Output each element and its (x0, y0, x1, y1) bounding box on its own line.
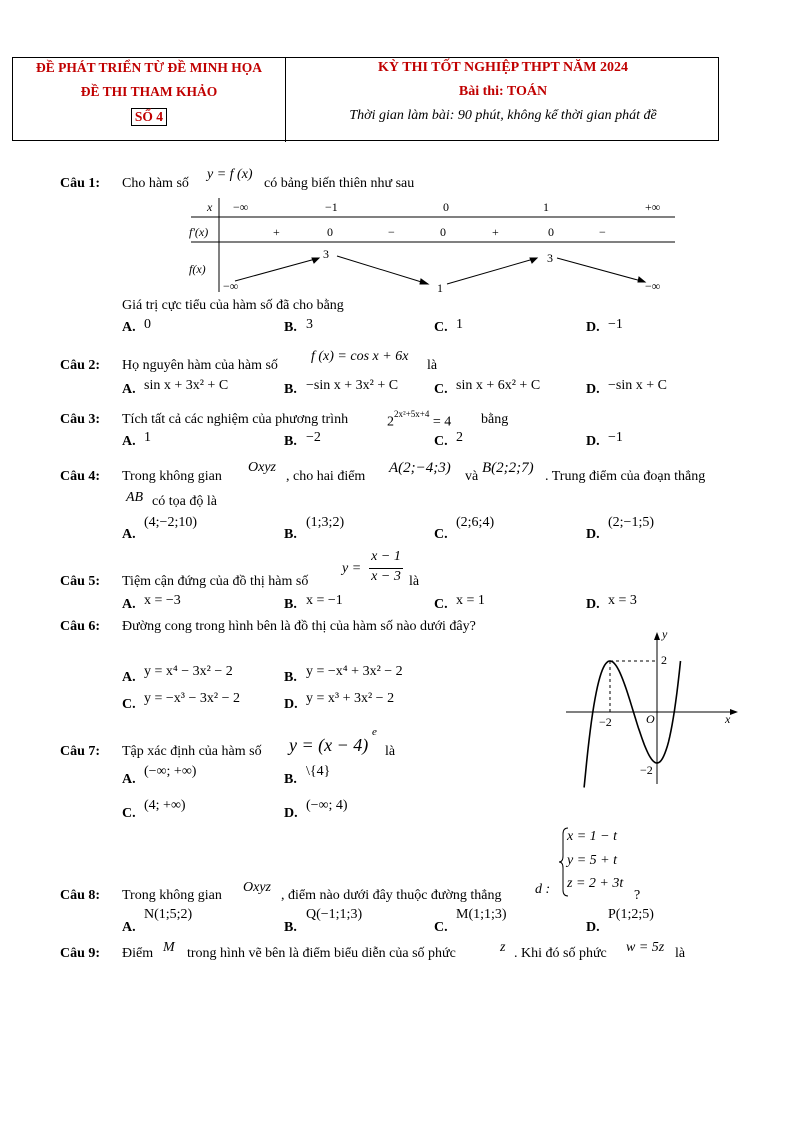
fp-value: − (599, 225, 606, 239)
question-stem: Trong không gian (122, 469, 222, 484)
option-value: (1;3;2) (306, 515, 345, 530)
option-letter: B. (284, 597, 297, 612)
question-stem: Điểm (122, 946, 154, 961)
question-math: w = 5z (626, 940, 665, 955)
system-eq-3: z = 2 + 3t (567, 876, 624, 891)
option-value: x = −1 (306, 593, 343, 608)
x-value: −∞ (233, 200, 249, 214)
option-letter: D. (586, 434, 600, 449)
fraction-denominator: x − 3 (371, 569, 401, 584)
y-tick-top: 2 (661, 653, 667, 667)
question-math: f (x) = cos x + 6x (311, 349, 409, 364)
question-stem: trong hình vẽ bên là điểm biểu diễn của số phức (187, 946, 456, 961)
option-value: −sin x + C (608, 378, 667, 393)
option-letter: D. (284, 806, 298, 821)
fp-value: 0 (548, 225, 554, 239)
exponent: e (372, 726, 377, 738)
question-stem: Đường cong trong hình bên là đồ thị của hàm số nào dưới đây? (122, 619, 476, 634)
x-values (233, 200, 660, 214)
option-value: x = 3 (608, 593, 637, 608)
header-left (13, 58, 285, 126)
question-label: Câu 3: (60, 412, 101, 427)
x-value: +∞ (645, 200, 661, 214)
option-letter: B. (284, 920, 297, 935)
fp-value: − (388, 225, 395, 239)
option-letter: B. (284, 527, 297, 542)
x-value: 0 (443, 200, 449, 214)
question-math: Oxyz (243, 880, 271, 895)
option-letter: C. (434, 527, 448, 542)
axis-x-label: x (725, 712, 731, 726)
question-stem: , điểm nào dưới đây thuộc đường thẳng (281, 888, 502, 903)
fraction-numerator: x − 1 (371, 549, 401, 564)
option-letter: C. (434, 320, 448, 335)
option-letter: D. (586, 597, 600, 612)
function-graph (562, 628, 742, 788)
question-label: Câu 8: (60, 888, 101, 903)
option-letter: B. (284, 772, 297, 787)
question-label: Câu 9: (60, 946, 101, 961)
question-label: Câu 4: (60, 469, 101, 484)
option-letter: A. (122, 670, 136, 685)
question-stem: Cho hàm số (122, 176, 189, 191)
option-letter: D. (586, 920, 600, 935)
f-values (223, 247, 660, 295)
option-letter: A. (122, 597, 136, 612)
option-value: x = 1 (456, 593, 485, 608)
option-value: y = x³ + 3x² − 2 (306, 691, 395, 706)
option-letter: A. (122, 382, 136, 397)
question-stem: là (427, 358, 438, 373)
question-stem: là (409, 574, 420, 589)
question-stem: Tiệm cận đứng của đồ thị hàm số (122, 574, 309, 589)
option-value: sin x + 6x² + C (456, 378, 541, 393)
fp-value: + (492, 225, 499, 239)
question-math: Oxyz (248, 460, 276, 475)
question-label: Câu 7: (60, 744, 101, 759)
option-value: −1 (608, 317, 623, 332)
question-stem: Họ nguyên hàm của hàm số (122, 358, 278, 373)
y-tick-bottom: −2 (640, 763, 653, 777)
option-value: y = −x³ − 3x² − 2 (144, 691, 240, 706)
question-stem: có bảng biến thiên như sau (264, 176, 415, 191)
option-value: 0 (144, 317, 151, 332)
option-value: (4; +∞) (144, 798, 186, 813)
question-stem: , cho hai điểm (286, 469, 366, 484)
exam-duration: Thời gian làm bài: 90 phút, không kể thời gian phát đề (349, 108, 657, 123)
option-letter: B. (284, 320, 297, 335)
question-math: y = f (x) (207, 167, 253, 182)
option-value: (−∞; +∞) (144, 764, 197, 779)
option-value: y = −x⁴ + 3x² − 2 (306, 664, 403, 679)
question-mark: ? (634, 888, 641, 903)
f-value: 3 (547, 251, 553, 265)
option-letter: C. (122, 697, 136, 712)
option-letter: D. (586, 382, 600, 397)
question-stem: Trong không gian (122, 888, 222, 903)
exam-subject: Bài thi: TOÁN (458, 84, 548, 99)
variation-table (185, 196, 685, 296)
question-math: z (500, 940, 506, 955)
option-value: 1 (144, 430, 151, 445)
option-value: \{4} (306, 764, 331, 779)
exam-header (12, 57, 719, 141)
fp-value: 0 (327, 225, 333, 239)
question-stem: là (385, 744, 396, 759)
row-fp-label: f'(x) (189, 225, 209, 239)
question-label: Câu 5: (60, 574, 101, 589)
question-stem: là (675, 946, 686, 961)
option-value: M(1;1;3) (456, 907, 507, 922)
option-value: sin x + 3x² + C (144, 378, 229, 393)
question-stem: . Khi đó số phức (514, 946, 607, 961)
option-value: N(1;5;2) (144, 907, 193, 922)
option-value: y = x⁴ − 3x² − 2 (144, 664, 233, 679)
option-letter: A. (122, 320, 136, 335)
variation-arrows (235, 256, 645, 284)
option-letter: C. (434, 920, 448, 935)
line-name: d : (535, 882, 551, 897)
question-label: Câu 6: (60, 619, 101, 634)
row-x-label: x (207, 200, 213, 214)
question-stem: bằng (481, 412, 509, 427)
option-value: (2;−1;5) (608, 515, 654, 530)
question-label: Câu 2: (60, 358, 101, 373)
exam-number-badge: SỐ 4 (131, 108, 167, 126)
f-value: 3 (323, 247, 329, 261)
question-prompt: Giá trị cực tiểu của hàm số đã cho bằng (122, 298, 344, 313)
option-letter: D. (586, 320, 600, 335)
option-value: (4;−2;10) (144, 515, 197, 530)
f-value: 1 (437, 281, 443, 295)
system-eq-1: x = 1 − t (567, 829, 617, 844)
option-value: −1 (608, 430, 623, 445)
option-value: −sin x + 3x² + C (306, 378, 399, 393)
row-f-label: f(x) (189, 262, 206, 276)
question-math: y = (x − 4) (289, 735, 369, 755)
origin-label: O (646, 712, 655, 726)
question-stem: . Trung điểm của đoạn thẳng (545, 469, 706, 484)
f-value: −∞ (223, 279, 239, 293)
option-letter: C. (434, 434, 448, 449)
question-stem: Tập xác định của hàm số (122, 744, 262, 759)
option-value: 1 (456, 317, 463, 332)
option-letter: A. (122, 527, 136, 542)
option-letter: C. (434, 382, 448, 397)
option-letter: C. (122, 806, 136, 821)
fraction-lhs: y = (342, 561, 362, 576)
option-letter: D. (586, 527, 600, 542)
point-a: A(2;−4;3) (389, 460, 451, 476)
option-letter: D. (284, 697, 298, 712)
f-value: −∞ (645, 279, 661, 293)
option-value: −2 (306, 430, 321, 445)
system-eq-2: y = 5 + t (567, 853, 617, 868)
header-title-reference: ĐỀ THI THAM KHẢO (80, 84, 218, 99)
option-value: x = −3 (144, 593, 181, 608)
option-letter: B. (284, 670, 297, 685)
point-b: B(2;2;7) (482, 460, 534, 476)
option-letter: A. (122, 434, 136, 449)
x-value: 1 (543, 200, 549, 214)
option-value: Q(−1;1;3) (306, 907, 363, 922)
option-value: P(1;2;5) (608, 907, 654, 922)
header-right (286, 58, 720, 124)
question-stem: có tọa độ là (152, 494, 217, 509)
question-stem: Tích tất cả các nghiệm của phương trình (122, 412, 349, 427)
question-stem: và (465, 469, 479, 484)
option-letter: A. (122, 772, 136, 787)
fp-values (273, 225, 606, 239)
x-tick-left: −2 (599, 715, 612, 729)
option-value: (−∞; 4) (306, 798, 348, 813)
fp-value: + (273, 225, 280, 239)
question-math: $2^{2x^2+5x+4} = 4$ (387, 409, 452, 430)
question-math: AB (126, 490, 144, 505)
question-math: M (163, 940, 175, 955)
option-letter: C. (434, 597, 448, 612)
option-value: 2 (456, 430, 463, 445)
header-title-source: ĐỀ PHÁT TRIỂN TỪ ĐỀ MINH HỌA (35, 60, 263, 75)
x-value: −1 (325, 200, 338, 214)
option-letter: B. (284, 434, 297, 449)
option-value: (2;6;4) (456, 515, 495, 530)
option-letter: B. (284, 382, 297, 397)
axis-y-label: y (662, 628, 668, 641)
option-letter: A. (122, 920, 136, 935)
option-value: 3 (306, 317, 313, 332)
fp-value: 0 (440, 225, 446, 239)
question-label: Câu 1: (60, 176, 101, 191)
exam-name: KỲ THI TỐT NGHIỆP THPT NĂM 2024 (378, 60, 628, 75)
